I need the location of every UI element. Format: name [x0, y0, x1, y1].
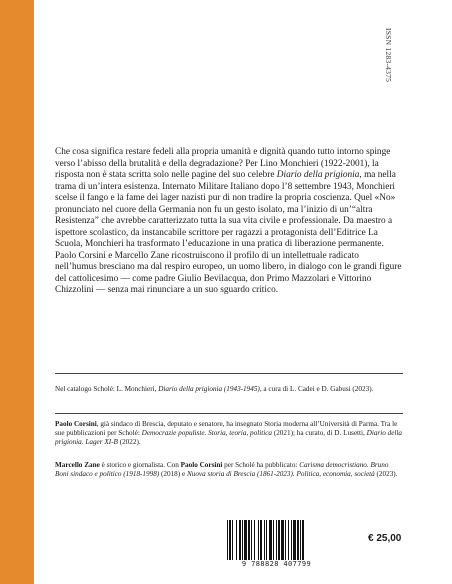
barcode-digits: 9 788828 407799 [241, 560, 312, 568]
author-name: Paolo Corsini [55, 420, 97, 428]
blurb-book-title: Diario della prigionia [276, 170, 360, 180]
catalog-title: Diario della prigionia (1943-1945) [158, 385, 260, 393]
orange-spine-stripe [0, 0, 34, 584]
author-bio-zane [55, 461, 403, 479]
barcode-bar [293, 520, 296, 560]
bio-book-title: Nuova storia di Brescia (1861-2023). Politica, economia, società [186, 470, 375, 479]
price-label: € 25,00 [368, 533, 402, 544]
barcode-bar [251, 520, 252, 560]
catalog-note [55, 385, 403, 394]
bio-book-title: Carisma democristiano. Bruno Boni sindaco e politico (1918-1998) [55, 461, 389, 479]
barcode-bar [291, 520, 292, 560]
barcode-bar [227, 520, 228, 560]
barcode-bar [281, 520, 284, 560]
barcode-bar [300, 520, 301, 560]
barcode-bar [229, 520, 231, 560]
issn-label: ISSN 1283-4375 [384, 28, 393, 83]
bio-text: (2018) e [159, 470, 187, 479]
divider-rule-1 [55, 373, 403, 374]
barcode-bar [239, 520, 241, 560]
barcode-bar [236, 520, 237, 560]
barcode-bar [276, 520, 277, 560]
barcode-bar [266, 520, 267, 560]
bio-text: è storico e giornalista. Con [99, 461, 181, 469]
barcode-bar [260, 520, 262, 560]
blurb-text-2: , ma nella trama di un’intera esistenza. Internato Militare Italiano dopo l’8 settembre 1943, Monchieri scelse il fango e la fame dei lager nazisti pur di non tradire la propria coscienza. Quel «No» pronunciato nel cuore della Germania non fu un gesto isolato, ma l’inizio di un’“altra Resistenza” che avrebbe caratterizzato tutta la sua vita civile e professionale. Da maestro a ispettore scolastico, da instancabile scrittore per ragazzi a protagonista dell’Editrice La Scuola, Monchieri ha trasformato l’educazione in una pratica di liberazione permanente. Paolo Corsini e Marcello Zane ricostruiscono il profilo di un intellettuale radicato nell’humus bresciano ma dal respiro europeo, un uomo libero, in dialogo con le grandi figure del cattolicesimo — come padre Giulio Bevilacqua, don Primo Mazzolari e Vittorino Chizzolini — senza mai rinunciare a un suo sguardo critico. [55, 170, 402, 295]
barcode-bar [269, 520, 272, 560]
barcode-bar [302, 520, 304, 560]
barcode-bar [297, 520, 299, 560]
barcode-bar [254, 520, 255, 560]
bio-book-title: Democrazie populiste. Storia, teoria, politica [141, 429, 273, 438]
catalog-suffix: , a cura di L. Cadei e D. Gabusi (2023). [259, 385, 374, 393]
author-name: Marcello Zane [55, 461, 100, 469]
barcode-bar [278, 520, 280, 560]
bio-text: (2021); ha curato, di D. Lusetti, [272, 429, 367, 438]
barcode-bar [258, 520, 259, 560]
divider-rule-2 [55, 413, 403, 414]
bio-text: (2022). [117, 438, 141, 447]
barcode-bar [244, 520, 247, 560]
barcode-bar [285, 520, 286, 560]
barcode-bar [248, 520, 250, 560]
bio-text: per Scholé ha pubblicato: [222, 461, 300, 469]
co-author-name: Paolo Corsini [180, 461, 223, 469]
author-bio-corsini [55, 420, 403, 448]
barcode-bar [273, 520, 274, 560]
catalog-prefix: Nel catalogo Scholé: L. Monchieri, [55, 385, 159, 393]
barcode-bar [232, 520, 233, 560]
back-cover-blurb [55, 147, 403, 297]
bio-text: (2023). [374, 470, 398, 479]
barcode-bar [242, 520, 243, 560]
barcode-bar [288, 520, 289, 560]
isbn-barcode [225, 520, 328, 568]
barcode-bar [264, 520, 265, 560]
blurb-text-1: Che cosa significa restare fedeli alla propria umanità e dignità quando tutto intorno spinge verso l’abisso della brutalità e della degradazione? Per Lino Monchieri (1922-2001), la risposta non è stata scritta solo nelle pagine del suo celebre [55, 147, 391, 180]
bio-book-title: Diario della prigionia. Lager XI-B [55, 429, 402, 447]
barcode-bars [225, 520, 328, 560]
bio-text: , già sindaco di Brescia, deputato e senatore, ha insegnato Storia moderna all’Università di Parma. Tra le sue pubblicazioni per Scholé: [55, 420, 398, 438]
